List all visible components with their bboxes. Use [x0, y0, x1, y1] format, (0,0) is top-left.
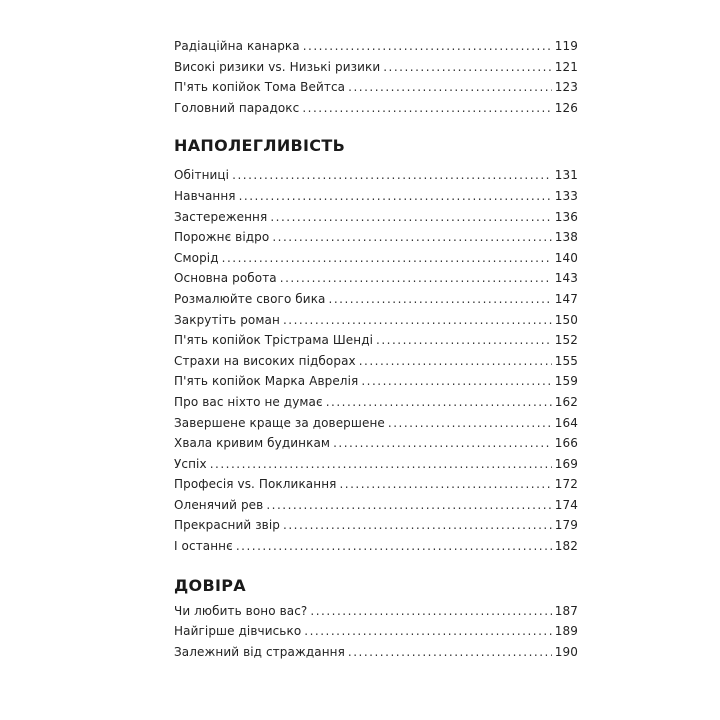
- toc-entry: [174, 207, 578, 228]
- toc-entry: [174, 413, 578, 434]
- toc-entry-title: П'ять копійок Трістрама Шенді: [174, 333, 374, 348]
- toc-entry-page: 121: [554, 59, 578, 74]
- toc-entry: [174, 392, 578, 413]
- toc-entry: [174, 474, 578, 495]
- toc-entry: [174, 536, 578, 557]
- toc-entry-title: Найгірше дівчисько: [174, 624, 302, 639]
- toc-entry-title: Високі ризики vs. Низькі ризики: [174, 59, 381, 74]
- dot-leader: [383, 57, 552, 78]
- dot-leader: [210, 454, 552, 475]
- toc-entry: [174, 186, 578, 207]
- dot-leader: [302, 98, 551, 119]
- toc-entry: [174, 77, 578, 98]
- toc-entry-title: Обітниці: [174, 168, 230, 183]
- toc-entry: [174, 642, 578, 663]
- toc-entry-title: І останнє: [174, 539, 233, 554]
- toc-entry: [174, 330, 578, 351]
- toc-section-trust: [174, 576, 578, 663]
- toc-entry-title: Завершене краще за довершене: [174, 415, 385, 430]
- toc-entry: [174, 454, 578, 475]
- toc-entry: [174, 248, 578, 269]
- toc-entry: [174, 495, 578, 516]
- toc-entry-title: Хвала кривим будинкам: [174, 436, 331, 451]
- toc-entry-page: 133: [554, 188, 578, 203]
- toc-entry: [174, 289, 578, 310]
- dot-leader: [348, 642, 552, 663]
- toc-entry-page: 179: [554, 518, 578, 533]
- dot-leader: [329, 289, 552, 310]
- dot-leader: [304, 621, 552, 642]
- toc-entry-page: 166: [554, 436, 578, 451]
- section-heading: ДОВІРА: [174, 575, 246, 595]
- section-heading: НАПОЛЕГЛИВІСТЬ: [174, 136, 346, 156]
- toc-entry-page: 123: [554, 80, 578, 95]
- toc-entry-title: Застереження: [174, 209, 268, 224]
- dot-leader: [303, 36, 552, 57]
- dot-leader: [376, 330, 552, 351]
- toc-entry: [174, 371, 578, 392]
- dot-leader: [310, 601, 551, 622]
- dot-leader: [270, 207, 551, 228]
- toc-entry-page: 152: [554, 333, 578, 348]
- toc-entry-page: 155: [554, 353, 578, 368]
- toc-section-continued: [174, 36, 578, 118]
- toc-entry: [174, 621, 578, 642]
- toc-entry-title: П'ять копійок Тома Вейтса: [174, 80, 346, 95]
- toc-entry-page: 140: [554, 250, 578, 265]
- toc-entry-page: 172: [554, 477, 578, 492]
- toc-entry: [174, 515, 578, 536]
- dot-leader: [326, 392, 552, 413]
- dot-leader: [239, 186, 552, 207]
- toc-entry-page: 189: [554, 624, 578, 639]
- toc-entry-title: Радіаційна канарка: [174, 39, 300, 53]
- toc-entry-page: 143: [554, 271, 578, 286]
- toc-entry: [174, 351, 578, 372]
- dot-leader: [266, 495, 551, 516]
- toc-entry-title: Прекрасний звір: [174, 518, 281, 533]
- toc-entry-title: Сморід: [174, 250, 219, 265]
- dot-leader: [272, 227, 551, 248]
- dot-leader: [280, 268, 552, 289]
- toc-entry-title: Професія vs. Покликання: [174, 477, 337, 492]
- toc-entry-page: 126: [554, 100, 578, 115]
- dot-leader: [348, 77, 552, 98]
- toc-entry-page: 182: [554, 539, 578, 554]
- toc-entry-page: 159: [554, 374, 578, 389]
- dot-leader: [236, 536, 552, 557]
- toc-entry: [174, 310, 578, 331]
- toc-entry-title: Основна робота: [174, 271, 277, 286]
- toc-entry-title: Закрутіть роман: [174, 312, 280, 327]
- toc-entry-page: 119: [554, 39, 578, 53]
- toc-entry-page: 136: [554, 209, 578, 224]
- toc-entry-page: 147: [554, 291, 578, 306]
- toc-entry-title: Успіх: [174, 456, 207, 471]
- toc-entry: [174, 98, 578, 119]
- toc-entry-title: Порожнє відро: [174, 230, 270, 245]
- toc-entry-title: Залежний від страждання: [174, 644, 345, 659]
- table-of-contents: [174, 36, 578, 662]
- toc-entry: [174, 227, 578, 248]
- toc-entry-page: 150: [554, 312, 578, 327]
- dot-leader: [388, 413, 552, 434]
- toc-entry: [174, 268, 578, 289]
- toc-entry-title: Про вас ніхто не думає: [174, 394, 323, 409]
- toc-entry: [174, 57, 578, 78]
- toc-entry-title: Навчання: [174, 188, 236, 203]
- toc-entry-page: 174: [554, 497, 578, 512]
- toc-entry-page: 162: [554, 394, 578, 409]
- dot-leader: [359, 351, 552, 372]
- toc-entry-title: Оленячий рев: [174, 497, 264, 512]
- dot-leader: [222, 248, 552, 269]
- toc-entry-title: Страхи на високих підборах: [174, 353, 356, 368]
- toc-entry-title: Головний парадокс: [174, 100, 300, 115]
- toc-entry-page: 164: [554, 415, 578, 430]
- dot-leader: [333, 433, 552, 454]
- toc-entry-title: Розмалюйте свого бика: [174, 291, 326, 306]
- toc-entry: [174, 601, 578, 622]
- dot-leader: [339, 474, 551, 495]
- dot-leader: [361, 371, 551, 392]
- toc-entry-title: П'ять копійок Марка Аврелія: [174, 374, 359, 389]
- toc-entry: [174, 433, 578, 454]
- toc-entry: [174, 36, 578, 57]
- dot-leader: [283, 515, 552, 536]
- toc-entry-page: 131: [554, 168, 578, 183]
- toc-entry-page: 138: [554, 230, 578, 245]
- toc-entry-page: 187: [554, 603, 578, 618]
- dot-leader: [232, 165, 552, 186]
- toc-entry: [174, 165, 578, 186]
- toc-entry-page: 169: [554, 456, 578, 471]
- toc-section-perseverance: [174, 136, 578, 556]
- toc-entry-page: 190: [554, 644, 578, 659]
- dot-leader: [283, 310, 552, 331]
- toc-entry-title: Чи любить воно вас?: [174, 603, 308, 618]
